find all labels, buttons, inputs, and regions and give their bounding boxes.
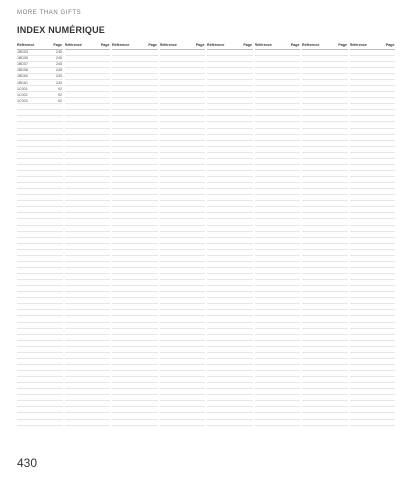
index-column-header <box>302 42 348 50</box>
page-cell: 245 <box>56 68 62 73</box>
page-header: Page <box>53 43 62 47</box>
ref-header: Référence <box>207 43 225 47</box>
index-column <box>65 42 111 426</box>
ref-cell: 1BD61 <box>17 80 28 85</box>
index-column-header <box>207 42 253 50</box>
page-cell: 245 <box>56 62 62 67</box>
ref-cell: 1BD58 <box>17 68 28 73</box>
page-cell: 92 <box>58 86 62 91</box>
page-header: Page <box>385 43 395 47</box>
ref-header: Référence <box>159 43 177 47</box>
ref-header: Référence <box>17 43 35 47</box>
index-column-header <box>160 42 206 50</box>
running-header: MORE THAN GIFTS <box>17 10 82 16</box>
page-header: Page <box>338 43 347 47</box>
page-header: Page <box>290 43 300 47</box>
ref-header: Référence <box>302 43 320 47</box>
page-header: Page <box>195 43 205 47</box>
index-column <box>17 42 63 426</box>
index-column-header <box>112 42 158 50</box>
index-row <box>65 420 111 426</box>
index-row <box>17 420 63 426</box>
index-column <box>302 42 348 426</box>
page-cell: 245 <box>56 74 62 79</box>
page-header: Page <box>148 43 157 47</box>
index-column <box>160 42 206 426</box>
index-row <box>112 420 158 426</box>
page-header: Page <box>100 43 110 47</box>
ref-header: Référence <box>112 43 130 47</box>
index-column-header <box>17 42 63 50</box>
page-cell: 92 <box>58 92 62 97</box>
page-cell: 92 <box>58 98 62 103</box>
index-row <box>207 420 253 426</box>
ref-cell: 1C003 <box>17 98 28 103</box>
page-header: Page <box>243 43 252 47</box>
page-number: 430 <box>17 456 38 470</box>
index-column <box>255 42 301 426</box>
ref-header: Référence <box>254 43 272 47</box>
page-cell: 245 <box>56 50 62 55</box>
index-column-header <box>350 42 396 50</box>
index-column <box>350 42 396 426</box>
ref-cell: 1BD57 <box>17 62 28 67</box>
index-column <box>112 42 158 426</box>
index-column-header <box>65 42 111 50</box>
ref-cell: 1BD55 <box>17 56 28 61</box>
index-row <box>350 420 396 426</box>
page-cell: 245 <box>56 80 62 85</box>
index-row <box>255 420 301 426</box>
ref-cell: 1C002 <box>17 92 28 97</box>
ref-cell: 1BD53 <box>17 50 28 55</box>
page-cell: 245 <box>56 56 62 61</box>
ref-header: Référence <box>64 43 82 47</box>
index-row <box>160 420 206 426</box>
index-column-header <box>255 42 301 50</box>
index-row <box>302 420 348 426</box>
ref-header: Référence <box>349 43 367 47</box>
index-table <box>17 42 395 426</box>
ref-cell: 1BD60 <box>17 74 28 79</box>
index-column <box>207 42 253 426</box>
ref-cell: 1C001 <box>17 86 28 91</box>
index-title: INDEX NUMÉRIQUE <box>17 25 106 35</box>
